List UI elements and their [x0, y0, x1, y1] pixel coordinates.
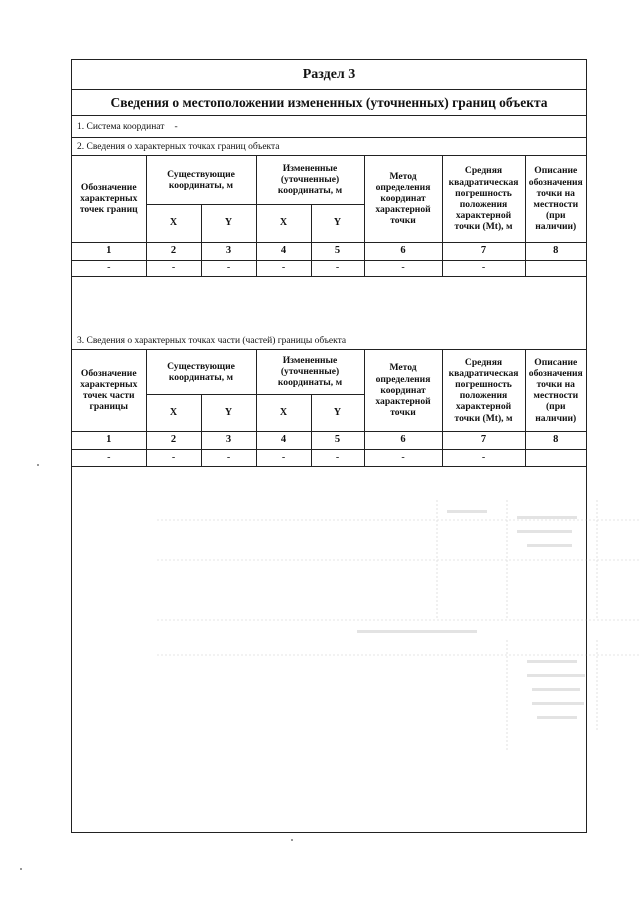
table-cell: -: [311, 260, 364, 276]
column-number: 1: [72, 431, 146, 449]
document-page: [71, 59, 587, 833]
table-cell: -: [72, 449, 146, 466]
column-number: 3: [201, 431, 256, 449]
parts-section-label: 3. Сведения о характерных точках части (частей) границы объекта: [77, 335, 347, 346]
table-cell: -: [201, 449, 256, 466]
header-changed-coordinates: Измененные (уточненные) координаты, м: [256, 156, 364, 204]
column-number: 5: [311, 431, 364, 449]
header-description: Описание обозначения точки на местности (при наличии): [525, 350, 586, 431]
table-cell: -: [442, 260, 525, 276]
table-row: [72, 260, 586, 276]
header-existing-x: X: [146, 204, 201, 242]
header-changed-x: X: [256, 204, 311, 242]
table-cell: -: [442, 449, 525, 466]
header-mean-error: Средняя квадратическая погрешность положения характерной точки (Mt), м: [442, 350, 525, 431]
column-number: 7: [442, 242, 525, 260]
table-cell: -: [201, 260, 256, 276]
parts-section-heading: [72, 332, 586, 350]
column-number: 5: [311, 242, 364, 260]
header-description: Описание обозначения точки на местности (при наличии): [525, 156, 586, 242]
table-cell: -: [311, 449, 364, 466]
table-row: [72, 449, 586, 466]
header-mean-error: Средняя квадратическая погрешность положения характерной точки (Mt), м: [442, 156, 525, 242]
column-number: 7: [442, 431, 525, 449]
scan-speck: [291, 839, 293, 841]
scan-speck: [20, 868, 22, 870]
header-changed-x: X: [256, 394, 311, 431]
header-existing-y: Y: [201, 394, 256, 431]
table-cell: -: [146, 449, 201, 466]
table-cell: -: [146, 260, 201, 276]
bleed-through-marks: [147, 480, 640, 770]
table-cell: -: [72, 260, 146, 276]
coordinate-system-line: [72, 116, 586, 138]
column-number: 8: [525, 431, 586, 449]
header-existing-x: X: [146, 394, 201, 431]
part-boundary-points-table: [72, 350, 586, 467]
column-numbers-row: [72, 242, 586, 260]
coordinate-system-value: -: [174, 121, 178, 132]
header-existing-coordinates: Существующие координаты, м: [146, 350, 256, 394]
header-existing-y: Y: [201, 204, 256, 242]
table-cell: [525, 260, 586, 276]
column-number: 2: [146, 431, 201, 449]
column-number: 4: [256, 242, 311, 260]
header-method: Метод определения координат характерной точки: [364, 350, 442, 431]
points-section-heading: [72, 138, 586, 156]
column-number: 1: [72, 242, 146, 260]
boundary-points-table: [72, 156, 586, 277]
scan-speck: [37, 464, 39, 466]
header-changed-y: Y: [311, 204, 364, 242]
section-title: [72, 60, 586, 90]
table-cell: -: [364, 260, 442, 276]
column-number: 8: [525, 242, 586, 260]
header-method: Метод определения координат характерной точки: [364, 156, 442, 242]
header-point-designation: Обозначение характерных точек границ: [72, 156, 146, 242]
document-title-text: Сведения о местоположении измененных (уточненных) границ объекта: [110, 94, 548, 110]
column-number: 6: [364, 431, 442, 449]
points-section-label: 2. Сведения о характерных точках границ объекта: [77, 141, 280, 152]
header-changed-coordinates: Измененные (уточненные) координаты, м: [256, 350, 364, 394]
column-number: 2: [146, 242, 201, 260]
table-cell: -: [256, 260, 311, 276]
table-cell: -: [364, 449, 442, 466]
document-title: [72, 90, 586, 116]
column-numbers-row: [72, 431, 586, 449]
section-title-text: Раздел 3: [302, 66, 356, 82]
table-cell: -: [256, 449, 311, 466]
header-changed-y: Y: [311, 394, 364, 431]
header-existing-coordinates: Существующие координаты, м: [146, 156, 256, 204]
coordinate-system-label: 1. Система координат: [77, 121, 165, 132]
header-part-point-designation: Обозначение характерных точек части границы: [72, 350, 146, 431]
column-number: 6: [364, 242, 442, 260]
column-number: 4: [256, 431, 311, 449]
column-number: 3: [201, 242, 256, 260]
table-cell: [525, 449, 586, 466]
